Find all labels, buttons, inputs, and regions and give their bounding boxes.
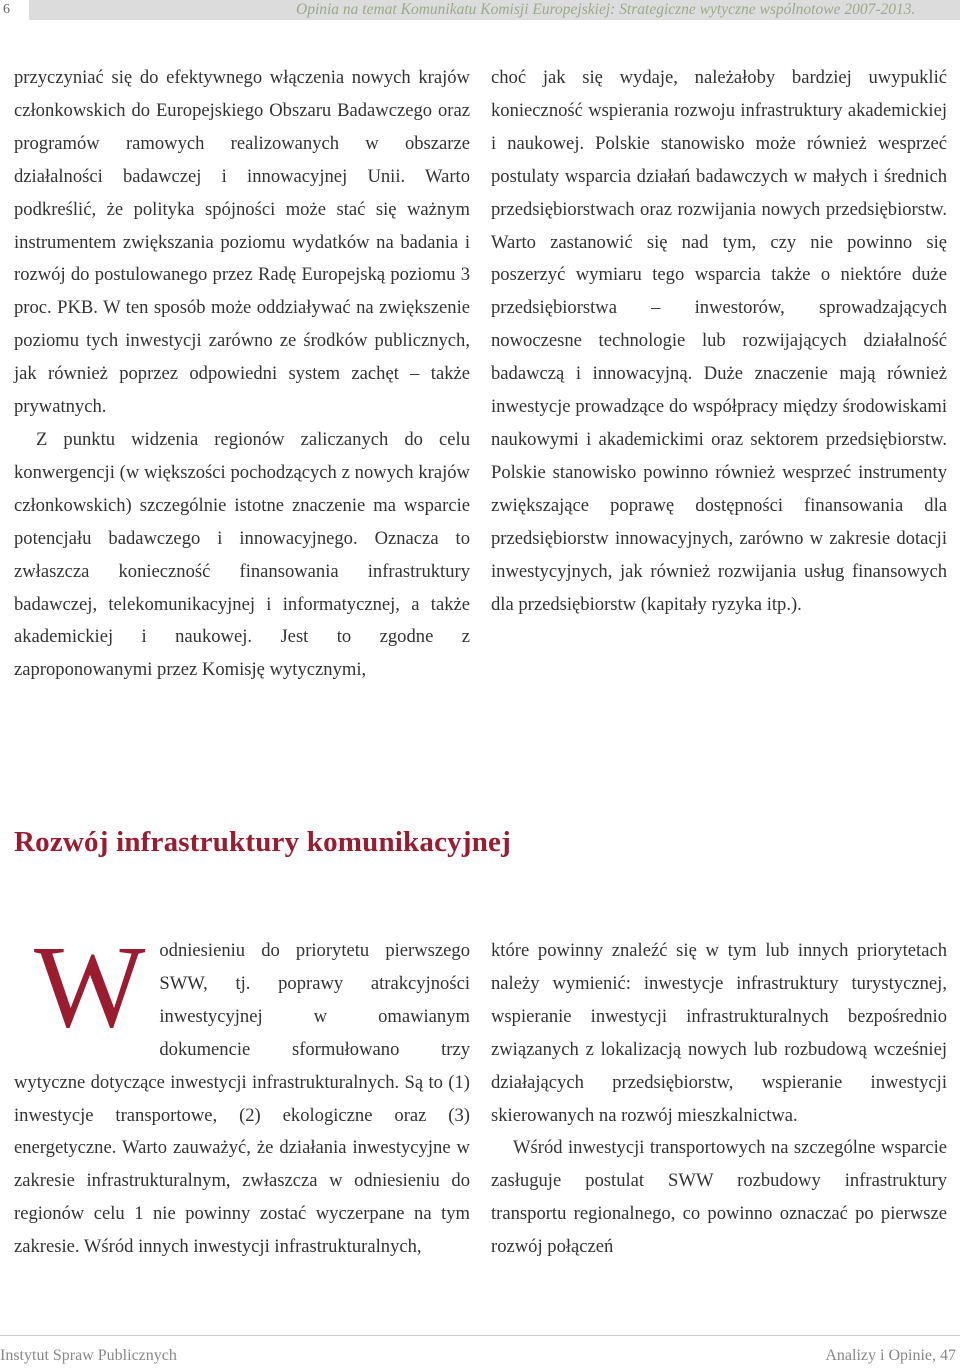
section-left-column: [14, 921, 470, 1264]
paragraph: choć jak się wydaje, należałoby bardziej uwypuklić konieczność wspierania rozwoju infrastruktury akademickiej i naukowej. Polskie stanowisko może również wesprzeć postulaty wsparcia działań badawczych w małych i średnich przedsiębiorstwach oraz rozwijania nowych przedsiębiorstw. Warto zastanowić się nad tym, czy nie powinno się poszerzyć wymiaru tego wsparcia także o niektóre duże przedsiębiorstwa – inwestorów, sprowadzających nowoczesne technologie lub rozwijających działalność badawczą i innowacyjną. Duże znaczenie mają również inwestycje prowadzące do współpracy między środowiskami naukowymi i akademickimi oraz sektorem przedsiębiorstw. Polskie stanowisko powinno również wesprzeć instrumenty zwiększające poprawę dostępności finansowania dla przedsiębiorstw innowacyjnych, zarówno w zakresie dotacji inwestycyjnych, jak również rozwijania usług finansowych dla przedsiębiorstw (kapitały ryzyka itp.).: [491, 67, 947, 615]
paragraph-text: odniesieniu do priorytetu pierwszego SWW, tj. poprawy atrakcyjności inwestycyjnej w omawianym dokumencie sformułowano trzy wytyczne dotyczące inwestycji infrastrukturalnych. Są to (1) inwestycje transportowe, (2) ekologiczne oraz (3) energetyczne. Warto zauważyć, że działania inwestycyjne w zakresie infrastrukturalnym, zwłaszcza w odniesieniu do regionów celu 1 nie powinny zostać wyczerpane na tym zakresie. Wśród innych inwestycji infrastrukturalnych,: [14, 940, 470, 1258]
top-left-column: [14, 62, 470, 687]
paragraph-with-dropcap: [14, 921, 470, 1264]
paragraph: przyczyniać się do efektywnego włączenia nowych krajów członkowskich do Europejskiego Obszaru Badawczego oraz programów ramowych realizowanych w obszarze działalności badawczej i innowacyjnej Unii. Warto podkreślić, że polityka spójności może stać się ważnym instrumentem zwiększania poziomu wydatków na badania i rozwój do postulowanego przez Radę Europejską poziomu 3 proc. PKB. W ten sposób może oddziaływać na zwiększenie poziomu tych inwestycji zarówno ze środków publicznych, jak również poprzez odpowiedni system zachęt – także prywatnych.: [14, 67, 470, 418]
footer-series: Analizy i Opinie, 47: [825, 1347, 956, 1364]
footer-rule: [0, 1335, 960, 1336]
footer-publisher: Instytut Spraw Publicznych: [0, 1347, 177, 1364]
page-number: 6: [0, 0, 29, 20]
paragraph: które powinny znaleźć się w tym lub innych priorytetach należy wymienić: inwestycje infrastruktury turystycznej, wspieranie inwestycji infrastrukturalnych bezpośrednio związanych z lokalizacją nowych lub rozbudową wcześniej działających przedsiębiorstw, wspieranie inwestycji skierowanych na rozwój mieszkalnictwa.: [491, 940, 947, 1126]
running-title: Opinia na temat Komunikatu Komisji Europejskiej: Strategiczne wytyczne wspólnotowe 2007-2013.: [296, 1, 916, 18]
section-right-column: [491, 935, 947, 1264]
dropcap: W: [34, 921, 146, 1052]
running-header: [0, 0, 960, 20]
top-right-column: [491, 62, 947, 621]
paragraph: Z punktu widzenia regionów zaliczanych do celu konwergencji (w większości pochodzących z nowych krajów członkowskich) szczególnie istotne znaczenie ma wsparcie potencjału badawczego i innowacyjnego. Oznacza to zwłaszcza konieczność finansowania infrastruktury badawczej, telekomunikacyjnej i informatycznej, a także akademickiej i naukowej. Jest to zgodne z zaproponowanymi przez Komisję wytycznymi,: [14, 428, 470, 681]
paragraph: Wśród inwestycji transportowych na szczególne wsparcie zasługuje postulat SWW rozbudowy infrastruktury transportu regionalnego, co powinno oznaczać po pierwsze rozwój połączeń: [491, 1137, 947, 1258]
section-heading: Rozwój infrastruktury komunikacyjnej: [14, 826, 511, 858]
